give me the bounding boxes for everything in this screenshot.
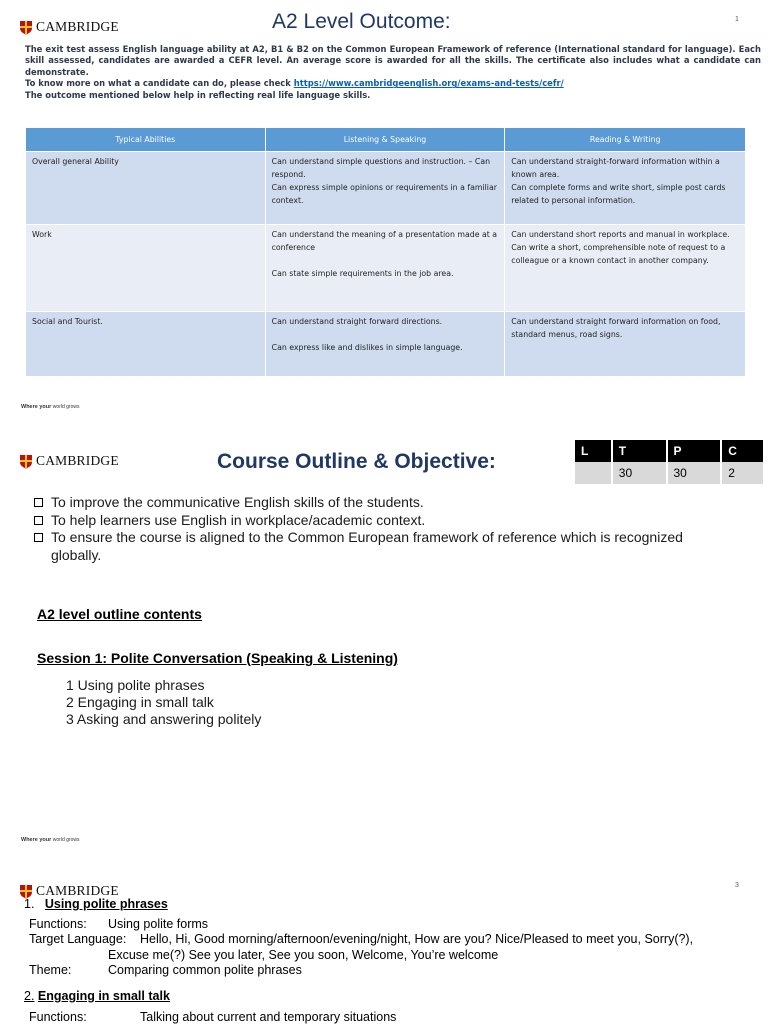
outline-heading: A2 level outline contents [37, 606, 202, 622]
item2-title: Engaging in small talk [37, 989, 170, 1003]
header-typical-abilities: Typical Abilities [26, 128, 266, 152]
table-row [26, 152, 746, 225]
listening-line: Can state simple requirements in the job area. [271, 269, 454, 278]
listening-cell [265, 152, 505, 225]
footer-bold: Where your [21, 404, 52, 410]
table-row [26, 225, 746, 312]
cambridge-logo [19, 19, 119, 35]
footer-small: world grows [52, 404, 80, 410]
footer-tagline [21, 404, 79, 410]
list-item: 3 Asking and answering politely [66, 711, 262, 727]
ltpc-value-t: 30 [612, 462, 667, 484]
page-title: A2 Level Outcome: [272, 10, 451, 33]
listening-line: Can understand simple questions and instruction. – Can respond. [271, 157, 491, 179]
theme-value: Comparing common polite phrases [108, 963, 302, 977]
ltpc-value-p: 30 [667, 462, 722, 484]
ltpc-value-row [575, 462, 764, 484]
ltpc-value-c: 2 [721, 462, 764, 484]
checkbox-bullet-icon [34, 498, 43, 507]
shield-crest-icon [19, 20, 33, 35]
checkbox-bullet-icon [34, 516, 43, 525]
page-number: 3 [735, 882, 739, 889]
functions2-label: Functions: [29, 1010, 87, 1024]
functions-label: Functions: [29, 917, 87, 931]
logo-text: CAMBRIDGE [36, 19, 119, 34]
reading-line: Can understand straight-forward information within a known area. [511, 157, 720, 179]
ability-cell: Social and Tourist. [26, 312, 266, 377]
reading-line: Can understand straight forward information on food, standard menus, road signs. [511, 317, 721, 339]
header-reading-writing: Reading & Writing [505, 128, 746, 152]
ltpc-header-p: P [667, 440, 722, 462]
functions-value: Using polite forms [108, 917, 209, 931]
checkbox-bullet-icon [34, 533, 43, 542]
theme-label: Theme: [29, 963, 72, 977]
ability-cell: Overall general Ability [26, 152, 266, 225]
reading-cell [505, 312, 746, 377]
shield-crest-icon [19, 454, 33, 469]
item1-number: 1. [24, 897, 35, 911]
reading-cell [505, 225, 746, 312]
listening-line: Can express simple opinions or requirements in a familiar context. [271, 183, 497, 205]
ltpc-header-t: T [612, 440, 667, 462]
intro-paragraph: The exit test assess English language ability at A2, B1 & B2 on the Common European Framework of reference (International standard for language). Each skill assessed, candidates are awarded a CEFR level. An average score is awarded for all the skills. The certificate also includes what a candidate can demonstrate. [25, 44, 761, 77]
reading-line: Can write a short, comprehensible note of request to a colleague or a known contact in another company. [511, 243, 726, 265]
outcome-table-header [26, 128, 746, 152]
objective-text: To help learners use English in workplace/academic context. [51, 511, 426, 528]
objective-text: To ensure the course is aligned to the Common European framework of reference which is recognized globally. [51, 529, 683, 563]
item2-number: 2. [24, 989, 35, 1003]
page-title: Course Outline & Objective: [217, 450, 496, 473]
outcome-table [25, 127, 746, 377]
listening-line: Can understand straight forward directions. [271, 317, 443, 326]
session-items-list [66, 677, 261, 728]
item2-heading [24, 989, 170, 1003]
ltpc-header-row [575, 440, 764, 462]
link-line [25, 78, 761, 89]
page-number: 1 [735, 16, 739, 23]
list-item [33, 494, 733, 512]
target-language-value: Hello, Hi, Good morning/afternoon/evening/night, How are you? Nice/Pleased to meet you, Sorry(?), [140, 932, 694, 946]
item1-heading [24, 897, 168, 911]
reading-cell [505, 152, 746, 225]
ltpc-header-l: L [575, 440, 612, 462]
link-prefix: To know more on what a candidate can do, please check [25, 78, 294, 89]
target-language-value-2: Excuse me(?) See you later, See you soon, Welcome, You’re welcome [108, 948, 499, 962]
reading-line: Can complete forms and write short, simple post cards related to personal information. [511, 183, 726, 205]
logo-text: CAMBRIDGE [36, 883, 119, 898]
list-item [33, 512, 733, 530]
ltpc-header-c: C [721, 440, 764, 462]
listening-cell [265, 312, 505, 377]
footer-tagline [21, 837, 79, 843]
header-listening-speaking: Listening & Speaking [265, 128, 505, 152]
footer-small: world grows [52, 837, 80, 843]
cefr-link[interactable]: https://www.cambridgeenglish.org/exams-and-tests/cefr/ [293, 78, 564, 89]
session-heading: Session 1: Polite Conversation (Speaking & Listening) [37, 650, 398, 666]
objectives-list [33, 494, 733, 564]
intro-text-block [25, 44, 761, 101]
list-item [33, 529, 733, 564]
reading-line: Can understand short reports and manual in workplace. [511, 230, 730, 239]
cambridge-logo [19, 453, 119, 469]
list-item: 2 Engaging in small talk [66, 694, 214, 710]
listening-cell [265, 225, 505, 312]
logo-text: CAMBRIDGE [36, 453, 119, 468]
outcome-note: The outcome mentioned below help in reflecting real life language skills. [25, 89, 371, 100]
ltpc-credit-table [575, 440, 765, 484]
table-row [26, 312, 746, 377]
ltpc-value-l [575, 462, 612, 484]
list-item: 1 Using polite phrases [66, 677, 205, 693]
target-language-label: Target Language: [29, 932, 127, 946]
ability-cell: Work [26, 225, 266, 312]
item1-title: Using polite phrases [44, 897, 168, 911]
functions2-value: Talking about current and temporary situations [140, 1010, 397, 1024]
objective-text: To improve the communicative English skills of the students. [51, 494, 424, 510]
footer-bold: Where your [21, 837, 52, 843]
listening-line: Can express like and dislikes in simple language. [271, 343, 463, 352]
listening-line: Can understand the meaning of a presentation made at a conference [271, 230, 498, 252]
